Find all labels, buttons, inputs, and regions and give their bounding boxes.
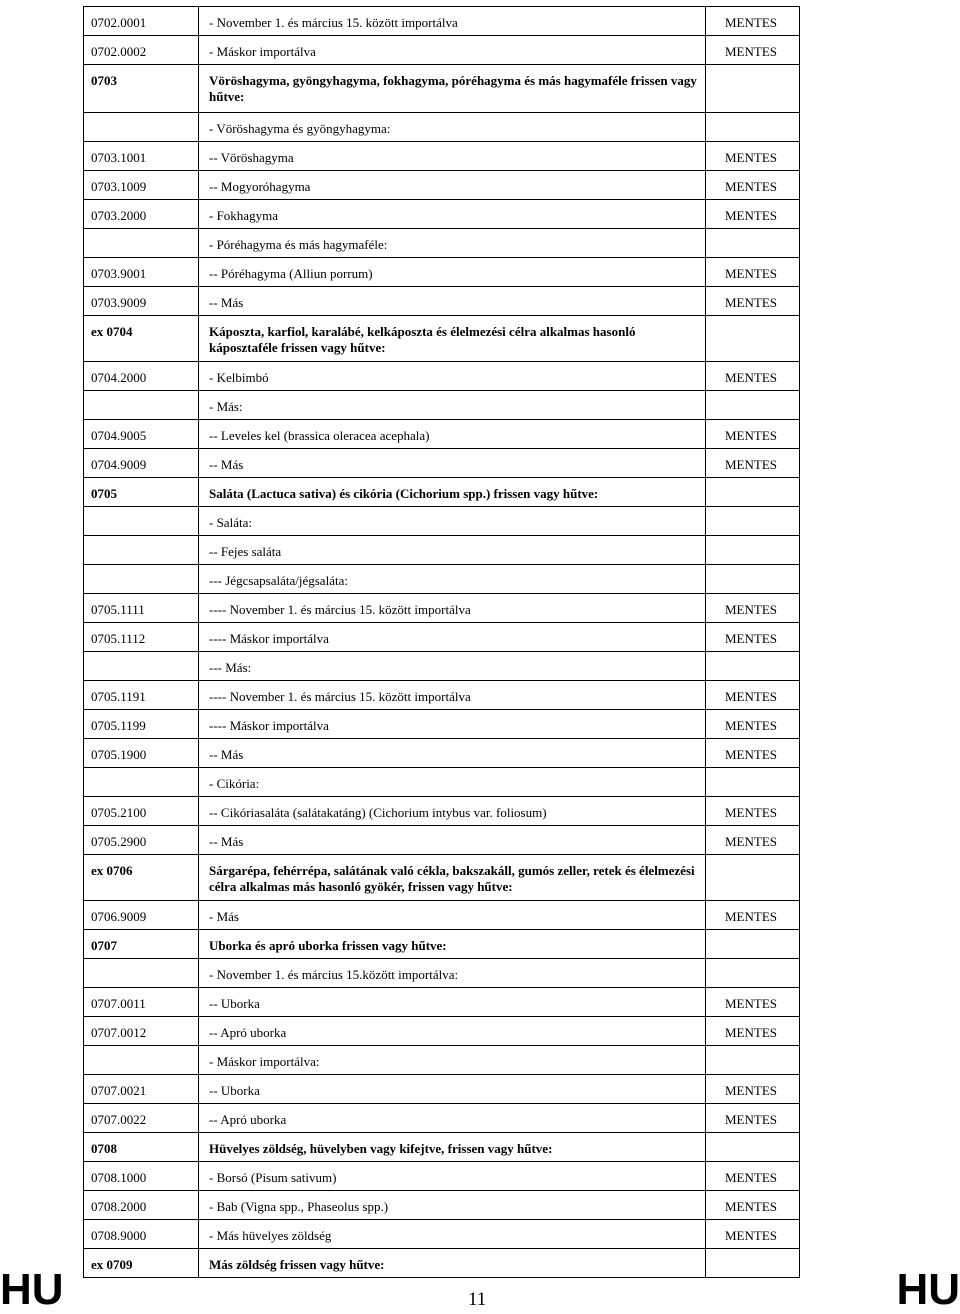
description-cell xyxy=(199,65,706,113)
status-cell xyxy=(706,1075,800,1104)
status-text xyxy=(706,1249,799,1261)
status-text xyxy=(706,478,799,490)
tariff-code-text xyxy=(84,507,198,519)
tariff-code-cell xyxy=(84,739,199,768)
tariff-code-cell xyxy=(84,449,199,478)
description-text: - Cikória: xyxy=(209,776,260,791)
tariff-code-cell xyxy=(84,1075,199,1104)
description-cell xyxy=(199,652,706,681)
description-cell xyxy=(199,287,706,316)
status-cell xyxy=(706,1104,800,1133)
table-row xyxy=(84,1046,800,1075)
status-cell xyxy=(706,536,800,565)
tariff-code-text xyxy=(84,1046,198,1058)
tariff-code-cell xyxy=(84,478,199,507)
table-row xyxy=(84,316,800,362)
description-cell xyxy=(199,258,706,287)
tariff-code-cell xyxy=(84,1133,199,1162)
table-row xyxy=(84,229,800,258)
tariff-code-text: 0703.9001 xyxy=(91,266,147,281)
description-text: Sárgarépa, fehérrépa, salátának való cékla, bakszakáll, gumós zeller, retek és élelmezési célra alkalmas más hasonló gyökér, frissen vagy hűtve: xyxy=(209,863,695,894)
status-cell xyxy=(706,1133,800,1162)
status-cell xyxy=(706,768,800,797)
status-text: MENTES xyxy=(725,805,777,820)
tariff-code-cell xyxy=(84,1249,199,1278)
description-cell xyxy=(199,1104,706,1133)
status-text: MENTES xyxy=(725,1199,777,1214)
description-text: -- Cikóriasaláta (salátakatáng) (Cichorium intybus var. foliosum) xyxy=(209,805,547,820)
status-text xyxy=(706,65,799,77)
tariff-code-text xyxy=(84,768,198,780)
tariff-code-text: 0703.9009 xyxy=(91,295,147,310)
tariff-code-text: 0703.2000 xyxy=(91,208,147,223)
status-text: MENTES xyxy=(725,179,777,194)
status-cell xyxy=(706,652,800,681)
status-cell xyxy=(706,710,800,739)
status-cell xyxy=(706,565,800,594)
description-text: - Bab (Vigna spp., Phaseolus spp.) xyxy=(209,1199,389,1214)
status-cell xyxy=(706,229,800,258)
tariff-code-text: 0704.9009 xyxy=(91,457,147,472)
tariff-code-cell xyxy=(84,113,199,142)
description-cell xyxy=(199,391,706,420)
tariff-code-cell xyxy=(84,959,199,988)
description-text: -- Fejes saláta xyxy=(209,544,282,559)
description-text: ---- Máskor importálva xyxy=(209,631,329,646)
tariff-code-cell xyxy=(84,681,199,710)
status-text: MENTES xyxy=(725,295,777,310)
description-cell xyxy=(199,362,706,391)
description-text: - Más hüvelyes zöldség xyxy=(209,1228,332,1243)
status-cell xyxy=(706,681,800,710)
status-cell xyxy=(706,258,800,287)
tariff-code-cell xyxy=(84,171,199,200)
description-cell xyxy=(199,1162,706,1191)
description-text: - November 1. és március 15.között importálva: xyxy=(209,967,459,982)
status-cell xyxy=(706,200,800,229)
status-cell xyxy=(706,1017,800,1046)
description-text: -- Mogyoróhagyma xyxy=(209,179,311,194)
description-text: - Vöröshagyma és gyöngyhagyma: xyxy=(209,121,391,136)
tariff-code-cell xyxy=(84,623,199,652)
table-row xyxy=(84,65,800,113)
table-row xyxy=(84,959,800,988)
tariff-code-cell xyxy=(84,652,199,681)
status-cell xyxy=(706,826,800,855)
description-cell xyxy=(199,113,706,142)
table-row xyxy=(84,1075,800,1104)
description-text: - November 1. és március 15. között importálva xyxy=(209,15,458,30)
tariff-code-cell xyxy=(84,594,199,623)
table-row xyxy=(84,1133,800,1162)
status-text: MENTES xyxy=(725,44,777,59)
description-text: Hüvelyes zöldség, hüvelyben vagy kifejtve, frissen vagy hűtve: xyxy=(209,1141,553,1156)
status-cell xyxy=(706,287,800,316)
description-cell xyxy=(199,959,706,988)
description-text: Káposzta, karfiol, karalábé, kelkáposzta és élelmezési célra alkalmas hasonló káposztaféle frissen vagy hűtve: xyxy=(209,324,636,355)
status-cell xyxy=(706,142,800,171)
description-text: -- Leveles kel (brassica oleracea acephala) xyxy=(209,428,430,443)
tariff-code-text xyxy=(84,652,198,664)
description-text: Saláta (Lactuca sativa) és cikória (Cichorium spp.) frissen vagy hűtve: xyxy=(209,486,599,501)
status-cell xyxy=(706,594,800,623)
tariff-code-text: 0705 xyxy=(91,486,117,501)
description-text: -- Más xyxy=(209,747,244,762)
description-cell xyxy=(199,739,706,768)
tariff-code-text: 0705.1112 xyxy=(91,631,146,646)
status-text xyxy=(706,391,799,403)
status-cell xyxy=(706,623,800,652)
tariff-code-cell xyxy=(84,1017,199,1046)
tariff-code-text xyxy=(84,229,198,241)
tariff-code-cell xyxy=(84,901,199,930)
status-cell xyxy=(706,1046,800,1075)
status-text: MENTES xyxy=(725,602,777,617)
description-cell xyxy=(199,171,706,200)
status-cell xyxy=(706,901,800,930)
tariff-code-text: 0705.1199 xyxy=(91,718,146,733)
tariff-code-cell xyxy=(84,826,199,855)
status-text xyxy=(706,768,799,780)
tariff-code-text xyxy=(84,391,198,403)
status-cell xyxy=(706,362,800,391)
table-row xyxy=(84,681,800,710)
description-text: -- Vöröshagyma xyxy=(209,150,294,165)
status-text: MENTES xyxy=(725,631,777,646)
table-row xyxy=(84,710,800,739)
table-row xyxy=(84,287,800,316)
status-cell xyxy=(706,739,800,768)
status-cell xyxy=(706,7,800,36)
description-cell xyxy=(199,1017,706,1046)
status-text: MENTES xyxy=(725,747,777,762)
tariff-code-text: 0707 xyxy=(91,938,117,953)
tariff-code-cell xyxy=(84,142,199,171)
tariff-code-cell xyxy=(84,1191,199,1220)
tariff-code-text xyxy=(84,565,198,577)
description-cell xyxy=(199,681,706,710)
status-text xyxy=(706,1046,799,1058)
description-cell xyxy=(199,536,706,565)
status-text xyxy=(706,1133,799,1145)
tariff-code-cell xyxy=(84,768,199,797)
tariff-code-text: 0705.1900 xyxy=(91,747,147,762)
status-text xyxy=(706,652,799,664)
tariff-code-text: 0707.0011 xyxy=(91,996,146,1011)
table-row xyxy=(84,507,800,536)
status-text: MENTES xyxy=(725,718,777,733)
status-cell xyxy=(706,1162,800,1191)
tariff-code-text: 0707.0022 xyxy=(91,1112,147,1127)
table-row xyxy=(84,420,800,449)
description-cell xyxy=(199,565,706,594)
tariff-code-cell xyxy=(84,391,199,420)
tariff-code-cell xyxy=(84,287,199,316)
tariff-code-cell xyxy=(84,797,199,826)
table-row xyxy=(84,988,800,1017)
description-text: -- Apró uborka xyxy=(209,1112,287,1127)
table-row xyxy=(84,391,800,420)
description-cell xyxy=(199,200,706,229)
status-text: MENTES xyxy=(725,1083,777,1098)
table-row xyxy=(84,901,800,930)
tariff-code-cell xyxy=(84,7,199,36)
description-cell xyxy=(199,901,706,930)
tariff-code-text: 0708.9000 xyxy=(91,1228,147,1243)
status-text: MENTES xyxy=(725,1025,777,1040)
tariff-code-text: 0702.0002 xyxy=(91,44,147,59)
tariff-code-text xyxy=(84,536,198,548)
tariff-code-cell xyxy=(84,229,199,258)
description-cell xyxy=(199,1133,706,1162)
status-cell xyxy=(706,930,800,959)
description-text: - Más: xyxy=(209,399,243,414)
tariff-code-cell xyxy=(84,855,199,901)
tariff-code-cell xyxy=(84,200,199,229)
description-cell xyxy=(199,710,706,739)
description-cell xyxy=(199,478,706,507)
tariff-code-cell xyxy=(84,988,199,1017)
footer-country-mark-left: HU xyxy=(0,1265,64,1314)
description-cell xyxy=(199,449,706,478)
description-text: -- Apró uborka xyxy=(209,1025,287,1040)
description-text: ---- November 1. és március 15. között importálva xyxy=(209,689,471,704)
table-row xyxy=(84,594,800,623)
status-text: MENTES xyxy=(725,834,777,849)
description-text: Vöröshagyma, gyöngyhagyma, fokhagyma, póréhagyma és más hagymaféle frissen vagy hűtve: xyxy=(209,73,697,104)
tariff-code-text: 0704.2000 xyxy=(91,370,147,385)
tariff-code-cell xyxy=(84,65,199,113)
page-number: 11 xyxy=(468,1289,487,1310)
status-text: MENTES xyxy=(725,689,777,704)
status-text xyxy=(706,507,799,519)
table-row xyxy=(84,449,800,478)
tariff-code-text: 0703.1009 xyxy=(91,179,147,194)
status-text xyxy=(706,316,799,328)
table-row xyxy=(84,478,800,507)
description-text: -- Uborka xyxy=(209,1083,260,1098)
tariff-table-body xyxy=(84,7,800,1278)
status-text: MENTES xyxy=(725,909,777,924)
tariff-code-text: ex 0704 xyxy=(91,324,133,339)
tariff-code-cell xyxy=(84,316,199,362)
description-cell xyxy=(199,988,706,1017)
description-text: - Borsó (Pisum sativum) xyxy=(209,1170,337,1185)
description-cell xyxy=(199,930,706,959)
status-cell xyxy=(706,391,800,420)
status-cell xyxy=(706,797,800,826)
description-cell xyxy=(199,1220,706,1249)
table-row xyxy=(84,200,800,229)
description-text: - Kelbimbó xyxy=(209,370,269,385)
description-cell xyxy=(199,1046,706,1075)
status-text xyxy=(706,565,799,577)
description-cell xyxy=(199,7,706,36)
description-text: --- Jégcsapsaláta/jégsaláta: xyxy=(209,573,348,588)
table-row xyxy=(84,113,800,142)
description-text: -- Póréhagyma (Alliun porrum) xyxy=(209,266,373,281)
status-cell xyxy=(706,65,800,113)
status-text: MENTES xyxy=(725,266,777,281)
table-row xyxy=(84,1249,800,1278)
table-row xyxy=(84,826,800,855)
table-row xyxy=(84,623,800,652)
status-text: MENTES xyxy=(725,15,777,30)
description-cell xyxy=(199,1075,706,1104)
status-cell xyxy=(706,36,800,65)
tariff-code-text xyxy=(84,113,198,125)
status-text xyxy=(706,959,799,971)
tariff-code-text: 0702.0001 xyxy=(91,15,147,30)
description-cell xyxy=(199,142,706,171)
table-row xyxy=(84,7,800,36)
tariff-code-text: 0708.1000 xyxy=(91,1170,147,1185)
tariff-code-cell xyxy=(84,710,199,739)
description-cell xyxy=(199,36,706,65)
table-row xyxy=(84,536,800,565)
status-cell xyxy=(706,420,800,449)
status-text xyxy=(706,113,799,125)
description-text: - Saláta: xyxy=(209,515,252,530)
tariff-code-cell xyxy=(84,362,199,391)
tariff-code-cell xyxy=(84,420,199,449)
status-cell xyxy=(706,988,800,1017)
description-text: - Póréhagyma és más hagymaféle: xyxy=(209,237,388,252)
table-row xyxy=(84,652,800,681)
tariff-code-cell xyxy=(84,258,199,287)
description-cell xyxy=(199,420,706,449)
status-text: MENTES xyxy=(725,150,777,165)
tariff-code-text: 0707.0021 xyxy=(91,1083,147,1098)
status-cell xyxy=(706,1191,800,1220)
status-cell xyxy=(706,855,800,901)
tariff-code-cell xyxy=(84,1162,199,1191)
tariff-code-text: 0705.2100 xyxy=(91,805,147,820)
description-cell xyxy=(199,594,706,623)
tariff-code-cell xyxy=(84,507,199,536)
status-text xyxy=(706,855,799,867)
description-text: - Máskor importálva xyxy=(209,44,316,59)
status-cell xyxy=(706,478,800,507)
status-text: MENTES xyxy=(725,457,777,472)
status-cell xyxy=(706,959,800,988)
description-cell xyxy=(199,623,706,652)
tariff-code-cell xyxy=(84,36,199,65)
status-text xyxy=(706,930,799,942)
description-text: - Máskor importálva: xyxy=(209,1054,320,1069)
status-text: MENTES xyxy=(725,1112,777,1127)
status-text: MENTES xyxy=(725,996,777,1011)
table-row xyxy=(84,855,800,901)
status-text xyxy=(706,536,799,548)
status-text: MENTES xyxy=(725,208,777,223)
status-text: MENTES xyxy=(725,428,777,443)
table-row xyxy=(84,36,800,65)
status-cell xyxy=(706,171,800,200)
tariff-code-text: 0708 xyxy=(91,1141,117,1156)
tariff-code-cell xyxy=(84,1104,199,1133)
description-text: ---- Máskor importálva xyxy=(209,718,329,733)
status-cell xyxy=(706,1249,800,1278)
status-text: MENTES xyxy=(725,1170,777,1185)
status-text: MENTES xyxy=(725,370,777,385)
description-cell xyxy=(199,855,706,901)
tariff-code-cell xyxy=(84,536,199,565)
status-text: MENTES xyxy=(725,1228,777,1243)
description-text: -- Más xyxy=(209,457,244,472)
description-cell xyxy=(199,768,706,797)
table-row xyxy=(84,768,800,797)
table-row xyxy=(84,142,800,171)
tariff-code-text: 0706.9009 xyxy=(91,909,147,924)
table-row xyxy=(84,1191,800,1220)
table-row xyxy=(84,565,800,594)
description-text: - Más xyxy=(209,909,239,924)
tariff-code-cell xyxy=(84,1220,199,1249)
tariff-code-text: 0705.2900 xyxy=(91,834,147,849)
description-cell xyxy=(199,507,706,536)
description-cell xyxy=(199,797,706,826)
description-cell xyxy=(199,316,706,362)
footer-country-mark-right: HU xyxy=(896,1265,960,1314)
tariff-code-text: 0703 xyxy=(91,73,117,88)
tariff-code-cell xyxy=(84,930,199,959)
tariff-code-text: 0707.0012 xyxy=(91,1025,147,1040)
table-row xyxy=(84,930,800,959)
status-cell xyxy=(706,449,800,478)
description-cell xyxy=(199,229,706,258)
description-text: -- Más xyxy=(209,295,244,310)
table-row xyxy=(84,1220,800,1249)
status-cell xyxy=(706,507,800,536)
tariff-code-text: 0704.9005 xyxy=(91,428,147,443)
status-cell xyxy=(706,316,800,362)
description-text: --- Más: xyxy=(209,660,252,675)
tariff-table xyxy=(83,6,800,1278)
tariff-code-text: 0703.1001 xyxy=(91,150,147,165)
tariff-code-text: ex 0709 xyxy=(91,1257,133,1272)
description-cell xyxy=(199,1191,706,1220)
table-row xyxy=(84,1162,800,1191)
status-text xyxy=(706,229,799,241)
status-cell xyxy=(706,113,800,142)
description-text: -- Más xyxy=(209,834,244,849)
table-row xyxy=(84,797,800,826)
tariff-code-cell xyxy=(84,1046,199,1075)
tariff-code-cell xyxy=(84,565,199,594)
description-cell xyxy=(199,1249,706,1278)
description-text: - Fokhagyma xyxy=(209,208,278,223)
status-cell xyxy=(706,1220,800,1249)
table-row xyxy=(84,258,800,287)
table-row xyxy=(84,1017,800,1046)
tariff-code-text: ex 0706 xyxy=(91,863,133,878)
tariff-code-text: 0705.1111 xyxy=(91,602,145,617)
table-row xyxy=(84,171,800,200)
description-text: -- Uborka xyxy=(209,996,260,1011)
tariff-code-text: 0705.1191 xyxy=(91,689,146,704)
tariff-code-text: 0708.2000 xyxy=(91,1199,147,1214)
table-row xyxy=(84,362,800,391)
table-row xyxy=(84,739,800,768)
description-cell xyxy=(199,826,706,855)
description-text: ---- November 1. és március 15. között importálva xyxy=(209,602,471,617)
tariff-code-text xyxy=(84,959,198,971)
table-row xyxy=(84,1104,800,1133)
description-text: Más zöldség frissen vagy hűtve: xyxy=(209,1257,385,1272)
description-text: Uborka és apró uborka frissen vagy hűtve: xyxy=(209,938,447,953)
